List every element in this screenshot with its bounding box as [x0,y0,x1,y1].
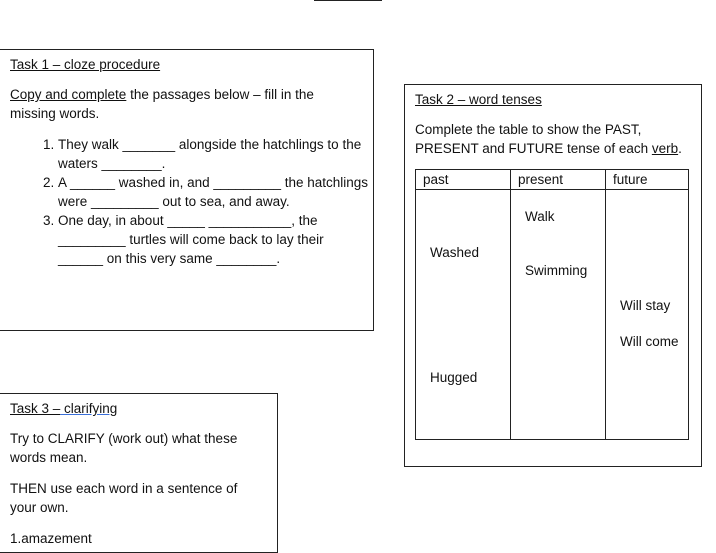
task1-panel [0,49,374,331]
cloze-item-3: 3. One day, in about _____ ___________, the _________ turtles will come back to lay their ______ on this very same ________. [58,211,368,268]
task3-instruction-2: THEN use each word in a sentence of your own. [10,481,238,515]
task2-instruction [415,120,690,158]
task1-instruction [10,85,350,123]
future-word-will-come: Will come [620,334,679,349]
task2-instruction-verb: verb [651,141,679,156]
cloze-list [10,135,368,268]
future-cell[interactable] [606,190,689,440]
tense-table [415,169,689,440]
future-word-will-stay: Will stay [620,298,671,313]
task2-heading: Task 2 – word tenses [415,92,542,107]
heading-underline-fragment [314,0,382,3]
task3-instruction-1: Try to CLARIFY (work out) what these words mean. [10,431,238,465]
task3-word-1: 1.amazement [10,531,92,546]
column-header-past: past [416,170,511,190]
past-word-washed: Washed [430,245,480,260]
task1-instruction-rest: the passages below – fill in the missing words. [10,87,314,121]
task1-heading: Task 1 – cloze procedure [10,57,161,72]
task2-instruction-text: Complete the table to show the PAST, PRESENT and FUTURE tense of each [415,122,652,156]
task3-heading [10,399,117,418]
column-header-present: present [511,170,606,190]
task3-panel [0,393,278,553]
task3-heading-label: Task 3 – [10,401,61,416]
table-row [416,190,689,440]
task1-instruction-lead: Copy and complete [10,87,127,102]
task2-instruction-end: . [678,141,682,156]
past-cell[interactable] [416,190,511,440]
column-header-future: future [606,170,689,190]
present-cell[interactable] [511,190,606,440]
task2-panel [404,84,702,467]
table-header-row [416,170,689,190]
past-word-hugged: Hugged [430,370,478,385]
cloze-item-2: 2. A ______ washed in, and _________ the hatchlings were _________ out to sea, and away. [58,173,368,211]
present-word-walk: Walk [525,209,555,224]
task3-heading-word: clarifying [60,401,118,416]
cloze-item-1: 1. They walk _______ alongside the hatchlings to the waters ________. [58,135,368,173]
present-word-swimming: Swimming [525,263,588,278]
